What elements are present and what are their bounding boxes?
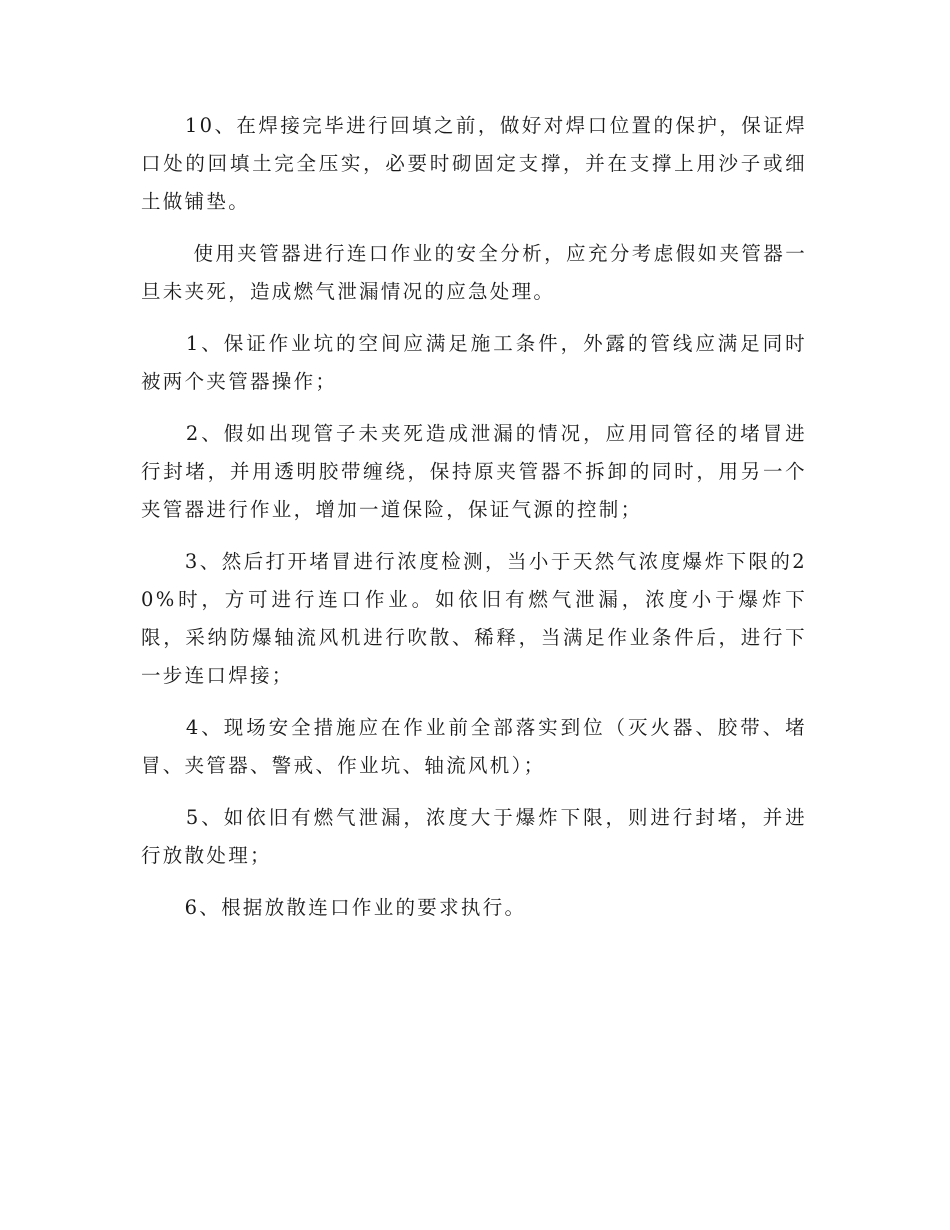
paragraph-step-4: 4、现场安全措施应在作业前全部落实到位（灭火器、胶带、堵冒、夹管器、警戒、作业坑、轴流风机）； xyxy=(141,716,807,777)
paragraph-step-2: 2、假如出现管子未夹死造成泄漏的情况，应用同管径的堵冒进行封堵，并用透明胶带缠绕，保持原夹管器不拆卸的同时，用另一个夹管器进行作业，增加一道保险，保证气源的控制； xyxy=(141,422,807,521)
paragraph-step-5: 5、如依旧有燃气泄漏，浓度大于爆炸下限，则进行封堵，并进行放散处理； xyxy=(141,806,807,867)
paragraph-step-1: 1、保证作业坑的空间应满足施工条件，外露的管线应满足同时被两个夹管器操作； xyxy=(141,332,807,393)
document-body xyxy=(141,107,807,927)
paragraph-step-6: 6、根据放散连口作业的要求执行。 xyxy=(141,896,527,919)
paragraph-step-3: 3、然后打开堵冒进行浓度检测，当小于天然气浓度爆炸下限的20%时，方可进行连口作业。如依旧有燃气泄漏，浓度小于爆炸下限，采纳防爆轴流风机进行吹散、稀释，当满足作业条件后，进行下一步连口焊接； xyxy=(141,550,807,687)
paragraph-weld-backfill-protection: 10、在焊接完毕进行回填之前，做好对焊口位置的保护，保证焊口处的回填土完全压实，必要时砌固定支撑，并在支撑上用沙子或细土做铺垫。 xyxy=(141,114,807,213)
paragraph-clamp-safety-analysis: 使用夹管器进行连口作业的安全分析，应充分考虑假如夹管器一旦未夹死，造成燃气泄漏情况的应急处理。 xyxy=(141,242,807,303)
